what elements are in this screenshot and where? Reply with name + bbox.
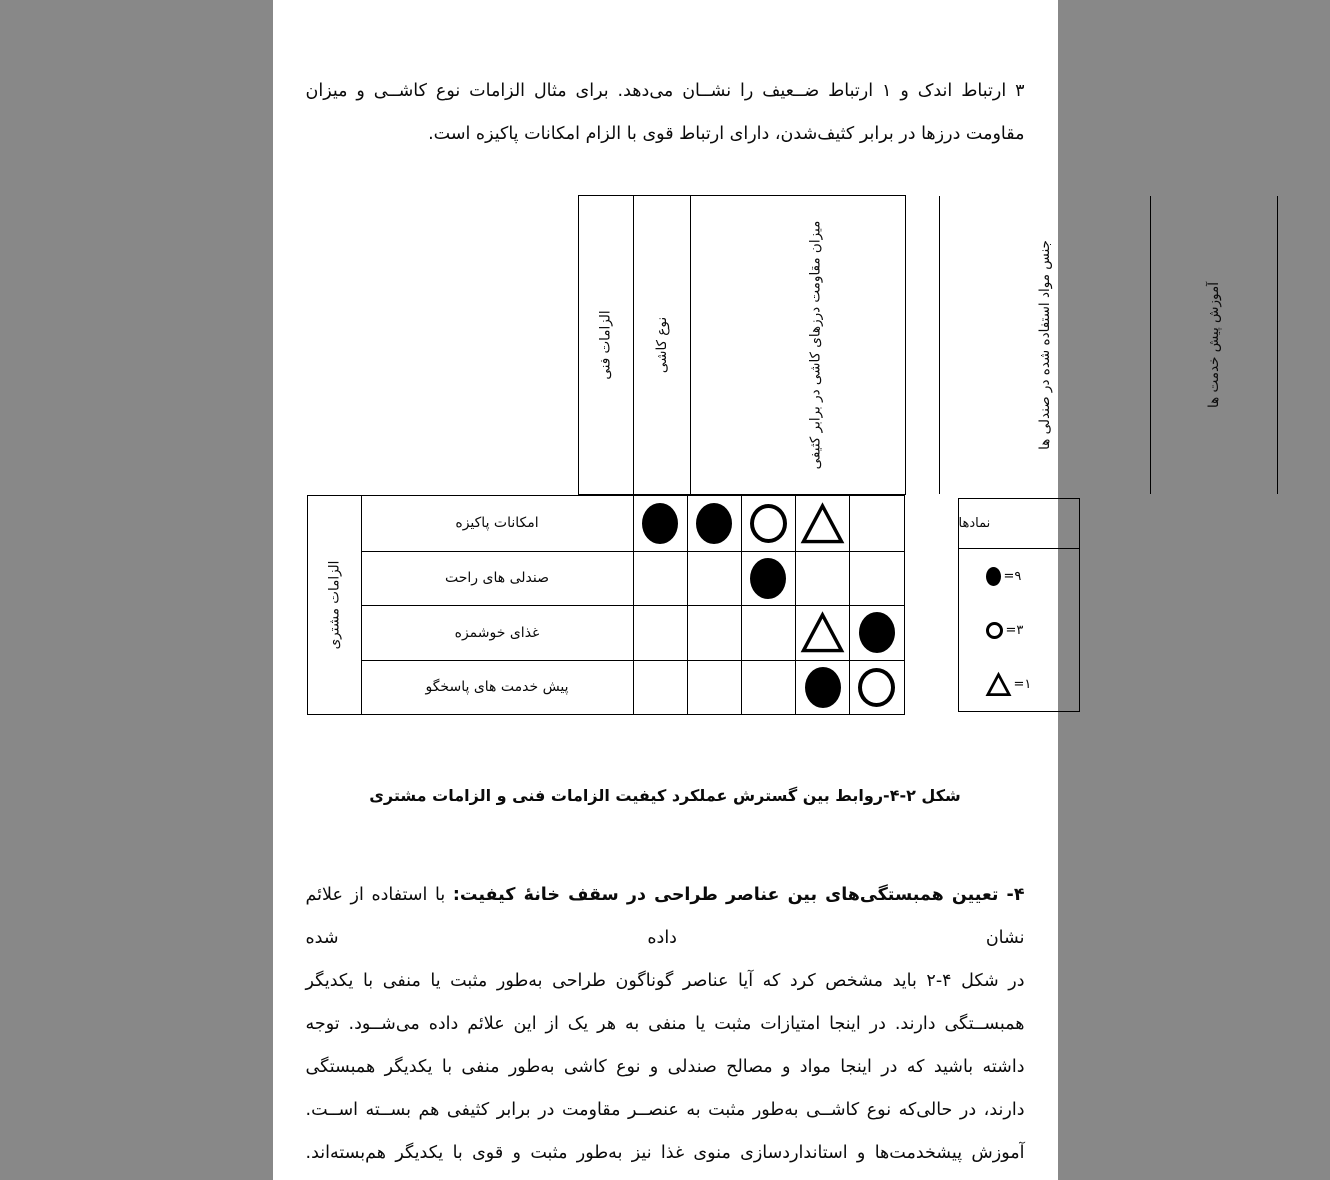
matrix-cell [687, 605, 741, 660]
legend-item [959, 657, 1079, 711]
tech-column-header [1150, 196, 1277, 494]
legend-value: =۹ [1003, 568, 1022, 584]
symbols-legend [958, 498, 1080, 712]
paragraph-line: مقاومت درزها در برابر کثیف‌شدن، دارای ارتباط قوی با الزام امکانات پاکیزه است. [428, 124, 1025, 144]
matrix-cell [687, 551, 741, 606]
customer-row-label: غذای خوشمزه [361, 605, 633, 660]
matrix-cell [795, 605, 849, 660]
tech-column-label: نوع کاشی [653, 316, 670, 374]
legend-title: نمادها [958, 516, 991, 531]
legend-weak-icon [986, 673, 1011, 696]
matrix-cell [795, 496, 849, 551]
relationship-strong-icon [805, 667, 841, 708]
matrix-cell [849, 496, 903, 551]
customer-group-label: الزامات مشتری [326, 560, 342, 650]
matrix-cell [633, 605, 687, 660]
tech-column-label: آموزش پیش خدمت ها [1206, 281, 1223, 409]
relationship-strong-icon [696, 503, 732, 544]
legend-item [959, 603, 1079, 657]
legend-item [959, 549, 1079, 603]
customer-group-cell [308, 496, 361, 714]
legend-medium-icon [986, 622, 1003, 639]
matrix-cell [687, 660, 741, 715]
paragraph-line: همبســتگی دارند. در اینجا امتیازات مثبت یا منفی به هر یک از این علائم داده می‌شــود. توجه [305, 1014, 1025, 1034]
matrix-cell [741, 496, 795, 551]
tech-column-header [939, 196, 1150, 494]
corner-header-label: الزامات فنی [597, 310, 614, 380]
relationship-strong-icon [750, 558, 786, 599]
customer-row-label: صندلی های راحت [361, 551, 633, 606]
paragraph-text: با استفاده از علائم نشان داده شده [305, 885, 1025, 948]
legend-strong-icon [986, 567, 1001, 586]
figure-caption: شکل ۲-۴-روابط بین گسترش عملکرد کیفیت الزامات فنی و الزامات مشتری [369, 786, 961, 805]
paragraph-line: ۳ ارتباط اندک و ۱ ارتباط ضــعیف را نشــان می‌دهد. برای مثال الزامات نوع کاشــی و میزان [305, 81, 1025, 101]
relationship-weak-icon [801, 503, 844, 544]
customer-row-label: پیش خدمت های پاسخگو [361, 660, 633, 715]
matrix-cell [633, 496, 687, 551]
relationship-weak-icon [801, 612, 844, 653]
matrix-cell [741, 660, 795, 715]
matrix-cell [795, 660, 849, 715]
matrix-body [307, 495, 905, 715]
body-paragraph [306, 874, 1025, 1175]
matrix-cell [849, 551, 903, 606]
tech-column-header [690, 196, 940, 494]
paragraph-line: در شکل ۴-۲ باید مشخص کرد که آیا عناصر گوناگون طراحی به‌طور مثبت یا منفی با یکدیگر [305, 971, 1025, 991]
corner-header-cell [579, 196, 633, 494]
matrix-cell [633, 551, 687, 606]
paragraph-line: آموزش پیشخدمت‌ها و استانداردسازی منوی غذا نیز به‌طور مثبت و قوی با یکدیگر هم‌بسته‌اند. [305, 1143, 1025, 1163]
tech-header-columns [578, 195, 1223, 495]
matrix-cell [741, 605, 795, 660]
matrix-cell [795, 551, 849, 606]
tech-column-label: جنس مواد استفاده شده در صندلی ها [1037, 240, 1054, 450]
matrix-cell [849, 660, 903, 715]
relationship-medium-icon [750, 504, 787, 543]
document-page [273, 0, 1223, 1180]
section-heading-bold: ۴- تعیین همبستگی‌های بین عناصر طراحی در سقف خانهٔ کیفیت: [452, 885, 1025, 905]
tech-column-label: میزان مقاومت درزهای کاشی در برابر کثیفی [807, 220, 824, 470]
customer-row-label: امکانات پاکیزه [361, 496, 633, 551]
matrix-cell [741, 551, 795, 606]
matrix-cell [633, 660, 687, 715]
tech-column-header [1277, 196, 1330, 494]
legend-items [959, 549, 1079, 711]
intro-paragraph [306, 70, 1025, 156]
matrix-cell [849, 605, 903, 660]
legend-value: =۱ [1013, 676, 1032, 692]
legend-title-row [959, 499, 1079, 549]
relationship-strong-icon [859, 612, 895, 653]
relationship-medium-icon [858, 668, 895, 707]
tech-column-header [633, 196, 690, 494]
matrix-cell [687, 496, 741, 551]
relationship-strong-icon [642, 503, 678, 544]
legend-value: =۳ [1005, 622, 1024, 638]
paragraph-line [306, 874, 1025, 960]
paragraph-line: داشته باشید که در اینجا مواد و مصالح صندلی و نوع کاشی به‌طور منفی با یکدیگر همبستگی [305, 1057, 1025, 1077]
paragraph-line: دارند، در حالی‌که نوع کاشــی به‌طور مثبت به عنصــر مقاومت در برابر کثیفی هم بســته اســت. [305, 1100, 1025, 1120]
